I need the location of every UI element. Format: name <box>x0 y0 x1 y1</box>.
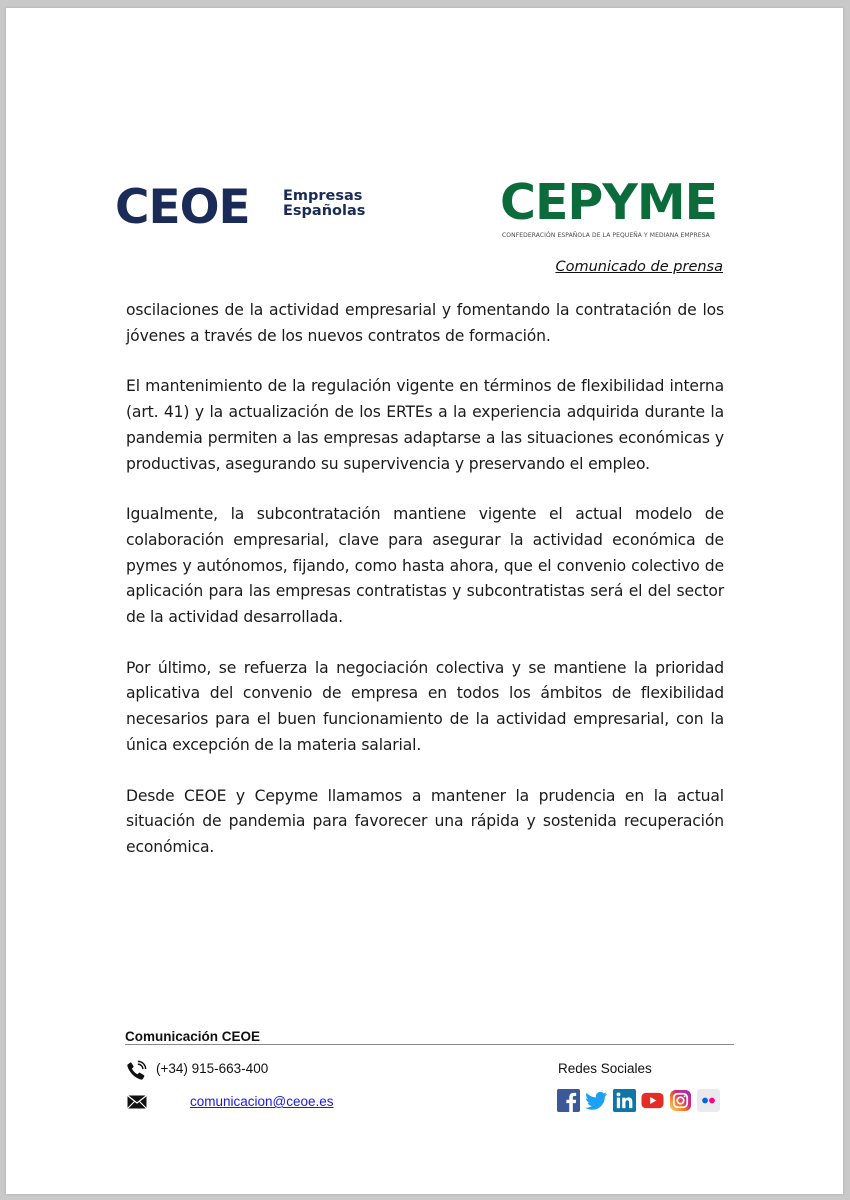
instagram-icon[interactable] <box>669 1089 692 1112</box>
footer-title: Comunicación CEOE <box>125 1029 261 1044</box>
paragraph-3: Igualmente, la subcontratación mantiene vigente el actual modelo de colaboración empresarial, clave para asegurar la actividad económica de pymes y autónomos, fijando, como hasta ahora, que el convenio colectivo de aplicación para las empresas contratistas y subcontratistas será el del sector de la actividad desarrollada. <box>126 505 724 627</box>
youtube-icon[interactable] <box>641 1089 664 1112</box>
mail-icon <box>127 1095 147 1109</box>
paragraph-4: Por último, se refuerza la negociación colectiva y se mantiene la prioridad aplicativa del convenio de empresa en todos los ámbitos de flexibilidad necesarios para el buen funcionamiento de la actividad empresarial, con la única excepción de la materia salarial. <box>126 658 724 754</box>
email-link[interactable]: comunicacion@ceoe.es <box>190 1094 334 1109</box>
social-title: Redes Sociales <box>558 1061 652 1076</box>
cepyme-logo <box>500 176 730 239</box>
paragraph-2: El mantenimiento de la regulación vigente en términos de flexibilidad interna (art. 41) y la actualización de los ERTEs a la experiencia adquirida durante la pandemia permiten a las empresas adaptarse a las situaciones económicas y productivas, asegurando su supervivencia y preservando el empleo. <box>126 377 724 473</box>
paragraph-1: oscilaciones de la actividad empresarial y fomentando la contratación de los jóvenes a través de los nuevos contratos de formación. <box>126 301 724 345</box>
cepyme-subtitle: CONFEDERACIÓN ESPAÑOLA DE LA PEQUEÑA Y MEDIANA EMPRESA <box>502 232 710 239</box>
ceoe-tagline <box>283 189 365 219</box>
ceoe-wordmark: CEOE <box>115 180 250 235</box>
document-type-label: Comunicado de prensa <box>555 259 723 275</box>
ceoe-tagline-line1: Empresas <box>283 188 363 204</box>
linkedin-icon[interactable] <box>613 1089 636 1112</box>
phone-number: (+34) 915-663-400 <box>156 1061 269 1076</box>
facebook-icon[interactable] <box>557 1089 580 1112</box>
twitter-icon[interactable] <box>585 1089 608 1112</box>
phone-icon <box>125 1060 147 1082</box>
ceoe-tagline-line2: Españolas <box>283 203 366 219</box>
social-icons <box>557 1089 720 1112</box>
document-page <box>6 8 843 1194</box>
flickr-icon[interactable] <box>697 1089 720 1112</box>
paragraph-5: Desde CEOE y Cepyme llamamos a mantener la prudencia en la actual situación de pandemia para favorecer una rápida y sostenida recuperación económica. <box>126 786 724 856</box>
footer-divider <box>125 1044 734 1045</box>
press-release-body <box>126 298 724 886</box>
cepyme-wordmark: CEPYME <box>500 174 718 231</box>
